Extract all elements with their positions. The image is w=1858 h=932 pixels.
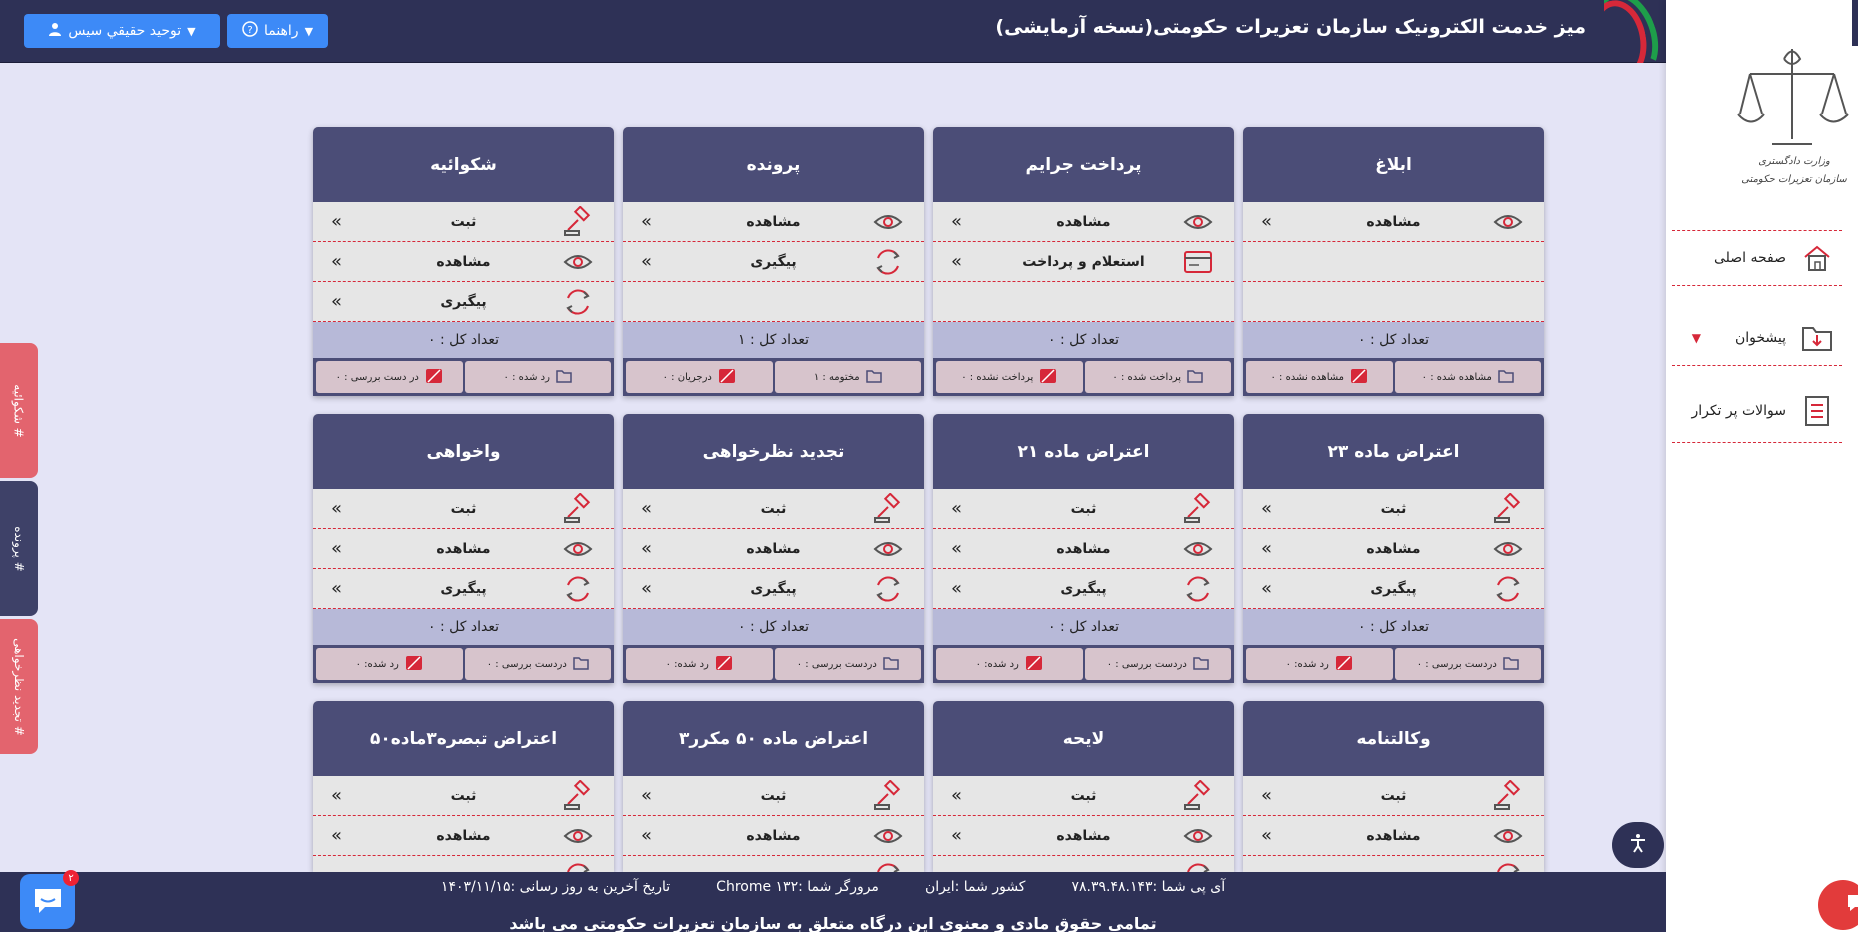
card-action-row[interactable] bbox=[623, 776, 924, 816]
card-action-row[interactable] bbox=[623, 242, 924, 282]
user-icon bbox=[48, 22, 62, 40]
quick-tab-appeal[interactable] bbox=[0, 619, 38, 754]
card-action-row bbox=[1243, 282, 1544, 322]
card-action-row[interactable] bbox=[623, 856, 924, 872]
card-action-row[interactable] bbox=[933, 776, 1234, 816]
chevron-down-icon: ▼ bbox=[187, 24, 196, 38]
card-stat-label: در دست بررسی : ۰ bbox=[335, 371, 419, 383]
card-stat-item[interactable] bbox=[775, 361, 922, 393]
card-action-label: ثبت bbox=[450, 213, 477, 230]
double-chevron-icon: » bbox=[951, 498, 963, 519]
card-title: تجدید نظرخواهی bbox=[623, 414, 924, 489]
card-stats bbox=[313, 645, 614, 683]
card-action-label: پیگیری bbox=[750, 580, 797, 597]
sidebar-item-label: سوالات پر تکرار bbox=[1691, 402, 1786, 419]
card-stat-label: مشاهده نشده : ۰ bbox=[1270, 371, 1345, 383]
card-stat-item[interactable] bbox=[1246, 361, 1393, 393]
service-card bbox=[933, 127, 1234, 396]
quick-tab-case[interactable] bbox=[0, 481, 38, 616]
double-chevron-icon: » bbox=[1261, 538, 1273, 559]
card-action-row[interactable] bbox=[313, 489, 614, 529]
card-action-row bbox=[933, 282, 1234, 322]
service-card bbox=[1243, 414, 1544, 683]
quick-tab-label: # تجدید نظرخواهی bbox=[11, 637, 26, 736]
card-action-label: ثبت bbox=[1380, 787, 1407, 804]
question-circle-icon bbox=[242, 21, 258, 41]
sidebar-accent bbox=[1852, 0, 1858, 46]
card-action-label: مشاهده bbox=[1056, 540, 1111, 557]
card-action-label: ثبت bbox=[1070, 500, 1097, 517]
double-chevron-icon: » bbox=[951, 538, 963, 559]
card-action-row[interactable] bbox=[313, 776, 614, 816]
card-action-label: ثبت bbox=[760, 787, 787, 804]
double-chevron-icon: » bbox=[331, 211, 343, 232]
double-chevron-icon: » bbox=[641, 578, 653, 599]
double-chevron-icon: » bbox=[951, 785, 963, 806]
card-stat-label: پرداخت شده : ۰ bbox=[1112, 371, 1182, 383]
card-action-row[interactable] bbox=[933, 816, 1234, 856]
card-action-row[interactable] bbox=[933, 569, 1234, 609]
folder-download-icon bbox=[1800, 321, 1834, 355]
card-action-row[interactable] bbox=[933, 489, 1234, 529]
card-stat-item[interactable] bbox=[316, 361, 463, 393]
card-stat-label: دردست بررسی : ۰ bbox=[1106, 658, 1187, 670]
card-stat-label: دردست بررسی : ۰ bbox=[486, 658, 567, 670]
sidebar-item-faq[interactable] bbox=[1672, 379, 1842, 443]
card-title: پرونده bbox=[623, 127, 924, 202]
card-action-label: مشاهده bbox=[1056, 827, 1111, 844]
double-chevron-icon: » bbox=[951, 825, 963, 846]
card-action-row[interactable] bbox=[1243, 856, 1544, 872]
crossed-out-icon bbox=[1335, 655, 1353, 674]
card-action-row[interactable] bbox=[313, 856, 614, 872]
card-title: ابلاغ bbox=[1243, 127, 1544, 202]
refresh-icon bbox=[1492, 860, 1524, 872]
card-stat-item[interactable] bbox=[936, 361, 1083, 393]
card-action-row bbox=[623, 282, 924, 322]
accessibility-button[interactable] bbox=[1612, 822, 1664, 868]
card-title: شکوائیه bbox=[313, 127, 614, 202]
card-action-label: مشاهده bbox=[436, 540, 491, 557]
double-chevron-icon: » bbox=[951, 211, 963, 232]
right-sidebar bbox=[1666, 0, 1858, 932]
folder-icon bbox=[1503, 656, 1519, 673]
card-title: اعتراض ماده ۵۰ مکرر۳ bbox=[623, 701, 924, 776]
double-chevron-icon: » bbox=[951, 251, 963, 272]
card-action-row[interactable] bbox=[623, 529, 924, 569]
double-chevron-icon: » bbox=[641, 498, 653, 519]
folder-icon bbox=[573, 656, 589, 673]
card-action-row[interactable] bbox=[1243, 569, 1544, 609]
card-action-row[interactable] bbox=[623, 489, 924, 529]
service-card bbox=[623, 414, 924, 683]
chat-bubble-icon bbox=[31, 885, 65, 919]
folder-icon bbox=[1187, 369, 1203, 386]
double-chevron-icon: » bbox=[951, 578, 963, 599]
card-stat-item[interactable] bbox=[1246, 648, 1393, 680]
quick-tab-complaint[interactable] bbox=[0, 343, 38, 478]
footer-country: کشور شما :ایران bbox=[924, 879, 1026, 895]
sidebar-item-label: پیشخوان bbox=[1734, 329, 1786, 346]
card-action-label: پیگیری bbox=[1060, 580, 1107, 597]
refresh-icon bbox=[562, 860, 594, 872]
card-action-label: مشاهده bbox=[1366, 213, 1421, 230]
footer-ip: آی پی شما :۷۸.۳۹.۴۸.۱۴۳ bbox=[1071, 879, 1226, 895]
card-stat-label: رد شده : ۰ bbox=[503, 371, 550, 383]
service-card bbox=[623, 701, 924, 872]
service-card bbox=[623, 127, 924, 396]
card-stats bbox=[933, 645, 1234, 683]
card-stat-label: دردست بررسی : ۰ bbox=[796, 658, 877, 670]
card-total: تعداد کل : ۰ bbox=[1243, 609, 1544, 645]
double-chevron-icon: » bbox=[1261, 211, 1273, 232]
double-chevron-icon: » bbox=[1261, 578, 1273, 599]
card-action-row[interactable] bbox=[933, 529, 1234, 569]
crossed-out-icon bbox=[1025, 655, 1043, 674]
logo-text-org: سازمان تعزیرات حکومتی bbox=[1741, 174, 1847, 185]
message-icon bbox=[1846, 893, 1858, 917]
chat-button[interactable] bbox=[20, 874, 75, 929]
card-title: وکالتنامه bbox=[1243, 701, 1544, 776]
page-title: میز خدمت الکترونیک سازمان تعزیرات حکومتی(نسخه آزمایشی) bbox=[995, 16, 1586, 38]
card-stat-label: رد شده: ۰ bbox=[1285, 658, 1329, 670]
double-chevron-icon: » bbox=[331, 785, 343, 806]
footer-copyright: تمامی حقوق مادی و معنوی این درگاه متعلق به سازمان تعزیرات حکومتی می باشد bbox=[509, 914, 1157, 932]
card-title: لایحه bbox=[933, 701, 1234, 776]
home-icon bbox=[1800, 241, 1834, 275]
folder-icon bbox=[1498, 369, 1514, 386]
service-card bbox=[933, 701, 1234, 872]
card-total: تعداد کل : ۰ bbox=[1243, 322, 1544, 358]
double-chevron-icon: » bbox=[641, 211, 653, 232]
card-title: اعتراض ماده ۲۱ bbox=[933, 414, 1234, 489]
card-stat-label: رد شده: ۰ bbox=[975, 658, 1019, 670]
double-chevron-icon: » bbox=[331, 251, 343, 272]
card-stats bbox=[623, 645, 924, 683]
accessibility-icon bbox=[1627, 832, 1649, 858]
card-action-label: مشاهده bbox=[1366, 827, 1421, 844]
folder-icon bbox=[883, 656, 899, 673]
user-menu-label: توحید حقيقي سيس bbox=[68, 23, 182, 39]
double-chevron-icon: » bbox=[641, 825, 653, 846]
card-stat-label: درجریان : ۰ bbox=[662, 371, 712, 383]
card-stat-item[interactable] bbox=[936, 648, 1083, 680]
card-action-label: مشاهده bbox=[436, 253, 491, 270]
service-card bbox=[313, 127, 614, 396]
card-title: اعتراض تبصره۳ماده۵۰ bbox=[313, 701, 614, 776]
double-chevron-icon: » bbox=[1261, 825, 1273, 846]
double-chevron-icon: » bbox=[331, 578, 343, 599]
card-action-label: پیگیری bbox=[440, 580, 487, 597]
double-chevron-icon: » bbox=[1261, 498, 1273, 519]
quick-tab-label: # شکوائیه bbox=[11, 383, 26, 438]
card-total: تعداد کل : ۰ bbox=[933, 609, 1234, 645]
card-action-label: ثبت bbox=[450, 787, 477, 804]
card-stats bbox=[623, 358, 924, 396]
card-action-row[interactable] bbox=[623, 816, 924, 856]
card-action-label: پیگیری bbox=[750, 253, 797, 270]
card-action-row[interactable] bbox=[313, 816, 614, 856]
card-action-row bbox=[1243, 242, 1544, 282]
crossed-out-icon bbox=[718, 368, 736, 387]
service-card bbox=[1243, 701, 1544, 872]
crossed-out-icon bbox=[1350, 368, 1368, 387]
card-total: تعداد کل : ۰ bbox=[313, 609, 614, 645]
refresh-icon bbox=[1182, 860, 1214, 872]
folder-icon bbox=[556, 369, 572, 386]
footer-updated: تاریخ آخرین به روز رسانی :۱۴۰۳/۱۱/۱۵ bbox=[440, 879, 671, 895]
card-stat-label: رد شده: ۰ bbox=[355, 658, 399, 670]
card-stat-item[interactable] bbox=[1395, 361, 1542, 393]
footer bbox=[0, 872, 1666, 932]
card-action-row[interactable] bbox=[1243, 776, 1544, 816]
card-stats bbox=[313, 358, 614, 396]
card-title: پرداخت جرایم bbox=[933, 127, 1234, 202]
card-action-label: مشاهده bbox=[1366, 540, 1421, 557]
user-menu-button[interactable] bbox=[24, 14, 220, 48]
caret-down-icon: ▼ bbox=[1691, 330, 1701, 345]
folder-icon bbox=[1193, 656, 1209, 673]
card-action-row[interactable] bbox=[1243, 529, 1544, 569]
refresh-icon bbox=[872, 860, 904, 872]
card-stat-item[interactable] bbox=[465, 648, 612, 680]
card-action-row[interactable] bbox=[1243, 489, 1544, 529]
sidebar-item-home[interactable] bbox=[1672, 230, 1842, 286]
card-total: تعداد کل : ۰ bbox=[313, 322, 614, 358]
card-action-label: پیگیری bbox=[1370, 580, 1417, 597]
top-header bbox=[0, 0, 1666, 63]
card-action-label: ثبت bbox=[1070, 787, 1097, 804]
service-card bbox=[933, 414, 1234, 683]
card-action-label: استعلام و پرداخت bbox=[1022, 253, 1145, 270]
logo-text-ministry: وزارت دادگستری bbox=[1758, 156, 1830, 167]
quick-tab-label: # پرونده bbox=[12, 525, 26, 572]
card-action-row[interactable] bbox=[313, 242, 614, 282]
card-action-label: مشاهده bbox=[1056, 213, 1111, 230]
card-stat-label: دردست بررسی : ۰ bbox=[1416, 658, 1497, 670]
double-chevron-icon: » bbox=[641, 785, 653, 806]
card-stat-item[interactable] bbox=[1395, 648, 1542, 680]
card-total: تعداد کل : ۰ bbox=[623, 609, 924, 645]
card-action-label: ثبت bbox=[1380, 500, 1407, 517]
card-action-label: مشاهده bbox=[436, 827, 491, 844]
folder-icon bbox=[866, 369, 882, 386]
card-stats bbox=[1243, 645, 1544, 683]
card-total: تعداد کل : ۱ bbox=[623, 322, 924, 358]
help-menu-button[interactable] bbox=[227, 14, 328, 48]
card-action-row[interactable] bbox=[313, 529, 614, 569]
card-action-row[interactable] bbox=[933, 202, 1234, 242]
service-card bbox=[313, 414, 614, 683]
card-stat-label: مشاهده شده : ۰ bbox=[1421, 371, 1492, 383]
card-stat-item[interactable] bbox=[316, 648, 463, 680]
sidebar-item-counter[interactable] bbox=[1672, 310, 1842, 366]
card-action-label: ثبت bbox=[450, 500, 477, 517]
card-action-row[interactable] bbox=[313, 282, 614, 322]
crossed-out-icon bbox=[1039, 368, 1057, 387]
help-menu-label: راهنما bbox=[263, 23, 299, 39]
card-stat-label: پرداخت نشده : ۰ bbox=[961, 371, 1034, 383]
card-stat-item[interactable] bbox=[775, 648, 922, 680]
crossed-out-icon bbox=[405, 655, 423, 674]
double-chevron-icon: » bbox=[641, 251, 653, 272]
crossed-out-icon bbox=[715, 655, 733, 674]
service-card bbox=[313, 701, 614, 872]
chat-badge: ۲ bbox=[63, 870, 79, 886]
card-stat-item[interactable] bbox=[465, 361, 612, 393]
card-action-label: ثبت bbox=[760, 500, 787, 517]
faq-list-icon bbox=[1800, 394, 1834, 428]
card-action-label: مشاهده bbox=[746, 827, 801, 844]
double-chevron-icon: » bbox=[1261, 785, 1273, 806]
chevron-down-icon: ▼ bbox=[304, 24, 314, 38]
sidebar-item-label: صفحه اصلی bbox=[1713, 250, 1786, 266]
card-action-row[interactable] bbox=[313, 569, 614, 609]
card-stat-label: مختومه : ۱ bbox=[813, 371, 860, 383]
card-stat-item[interactable] bbox=[626, 648, 773, 680]
footer-info bbox=[0, 879, 1666, 895]
double-chevron-icon: » bbox=[641, 538, 653, 559]
card-stat-item[interactable] bbox=[1085, 361, 1232, 393]
card-action-row[interactable] bbox=[933, 856, 1234, 872]
card-stat-item[interactable] bbox=[626, 361, 773, 393]
card-total: تعداد کل : ۰ bbox=[933, 322, 1234, 358]
double-chevron-icon: » bbox=[331, 825, 343, 846]
iran-flag-icon bbox=[1604, 0, 1666, 63]
double-chevron-icon: » bbox=[331, 498, 343, 519]
card-action-row[interactable] bbox=[623, 202, 924, 242]
card-action-row[interactable] bbox=[1243, 202, 1544, 242]
card-action-row[interactable] bbox=[933, 242, 1234, 282]
card-title: اعتراض ماده ۲۳ bbox=[1243, 414, 1544, 489]
service-card bbox=[1243, 127, 1544, 396]
svg-text:?: ? bbox=[247, 25, 253, 36]
card-stats bbox=[933, 358, 1234, 396]
crossed-out-icon bbox=[425, 368, 443, 387]
card-action-row[interactable] bbox=[1243, 816, 1544, 856]
double-chevron-icon: » bbox=[331, 291, 343, 312]
card-action-row[interactable] bbox=[623, 569, 924, 609]
card-stat-item[interactable] bbox=[1085, 648, 1232, 680]
card-title: واخواهی bbox=[313, 414, 614, 489]
double-chevron-icon: » bbox=[331, 538, 343, 559]
footer-browser: مرورگر شما :Chrome ۱۳۲ bbox=[716, 879, 879, 895]
card-action-label: پیگیری bbox=[440, 293, 487, 310]
ministry-logo bbox=[1732, 44, 1852, 200]
card-stats bbox=[1243, 358, 1544, 396]
card-stat-label: رد شده: ۰ bbox=[665, 658, 709, 670]
card-action-label: مشاهده bbox=[746, 213, 801, 230]
card-action-label: مشاهده bbox=[746, 540, 801, 557]
card-action-row[interactable] bbox=[313, 202, 614, 242]
